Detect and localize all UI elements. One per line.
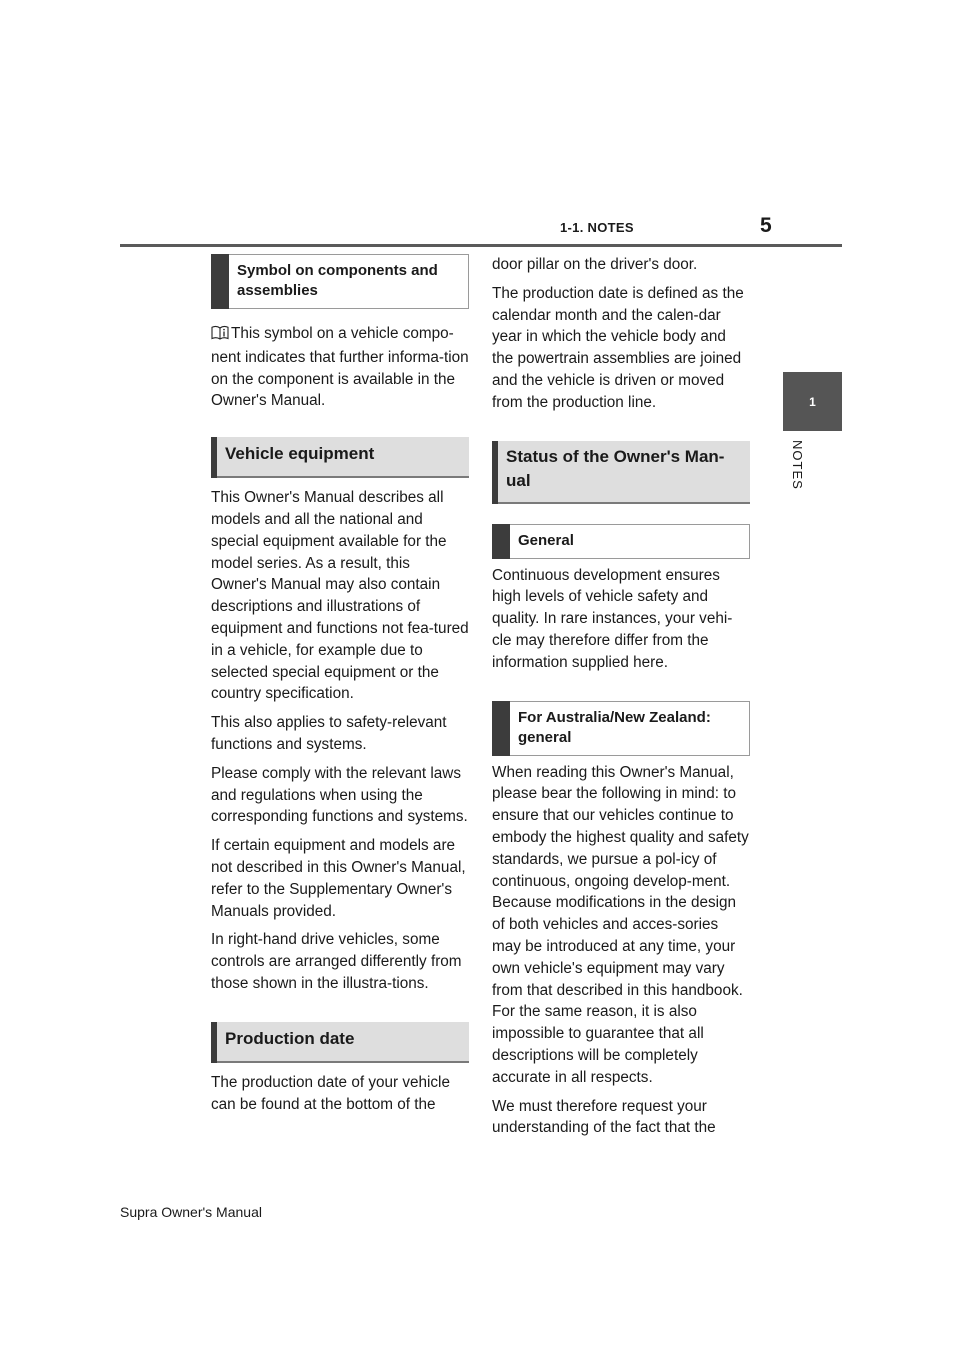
equipment-paragraph: Please comply with the relevant laws and regulations when using the corresponding functions and systems.	[211, 764, 468, 826]
heading-vehicle-equipment	[211, 437, 469, 478]
page-number: 5	[760, 214, 772, 237]
heading-status-manual	[492, 441, 750, 504]
equipment-paragraph: This also applies to safety-relevant functions and systems.	[211, 714, 447, 753]
heading-general-text: General	[518, 531, 574, 549]
heading-production-date	[211, 1022, 469, 1063]
heading-australia-nz	[492, 701, 750, 756]
production-continued-paragraph: door pillar on the driver's door.	[492, 256, 698, 273]
australia-paragraph: We must therefore request your understanding of the fact that the	[492, 1097, 716, 1137]
header-section-title: 1-1. NOTES	[560, 220, 634, 235]
production-paragraph: The production date of your vehicle can be found at the bottom of the	[211, 1073, 450, 1113]
header-divider	[120, 244, 842, 247]
book-info-icon	[211, 325, 229, 347]
equipment-paragraph: If certain equipment and models are not described in this Owner's Manual, refer to the Supplementary Owner's Manuals provided.	[211, 837, 466, 920]
footer-manual-title: Supra Owner's Manual	[120, 1204, 262, 1220]
heading-symbol-components-text: Symbol on components and assemblies	[237, 262, 438, 299]
heading-symbol-components	[211, 254, 469, 309]
equipment-paragraph: In right-hand drive vehicles, some controls are arranged differently from those shown in the illustra-tions.	[211, 931, 462, 992]
symbol-paragraph	[211, 323, 469, 412]
chapter-number: 1	[809, 394, 816, 409]
heading-status-manual-text: Status of the Owner's Man-ual	[506, 446, 725, 490]
chapter-tab[interactable]	[783, 372, 842, 431]
production-continued-paragraph: The production date is defined as the calendar month and the calen-dar year in which the vehicle body and the powertrain assemblies are joined and the vehicle is driven or moved from the production line.	[492, 284, 744, 411]
heading-general	[492, 524, 750, 559]
general-paragraph: Continuous development ensures high levels of vehicle safety and quality. In rare instances, your vehi-cle may therefore differ from the information supplied here.	[492, 566, 733, 671]
australia-paragraph: When reading this Owner's Manual, please bear the following in mind: to ensure that our vehicles continue to embody the highest quality and safety standards, we pursue a pol-icy of continuous, ongoing develop-ment. Because modifications in the design of both vehicles and acces-sories may be introduced at any time, your own vehicle's equipment may vary from that described in this handbook. For the same reason, it is also impossible to guarantee that all descriptions will be completely accurate in all respects.	[492, 763, 749, 1086]
right-column	[492, 254, 750, 1146]
equipment-paragraph: This Owner's Manual describes all models and all the national and special equipment available for the model series. As a result, this Owner's Manual may also contain descriptions and illustrations of equipment and functions not fea-tured in a vehicle, for example due to selected special equipment or the country specification.	[211, 489, 469, 703]
left-column	[211, 254, 469, 1122]
chapter-label: NOTES	[790, 440, 805, 490]
symbol-text: This symbol on a vehicle compo-nent indicates that further informa-tion on the component is available in the Owner's Manual.	[211, 325, 469, 410]
heading-production-date-text: Production date	[225, 1028, 355, 1048]
heading-vehicle-equipment-text: Vehicle equipment	[225, 444, 375, 464]
heading-australia-nz-text: For Australia/New Zealand: general	[518, 708, 711, 746]
